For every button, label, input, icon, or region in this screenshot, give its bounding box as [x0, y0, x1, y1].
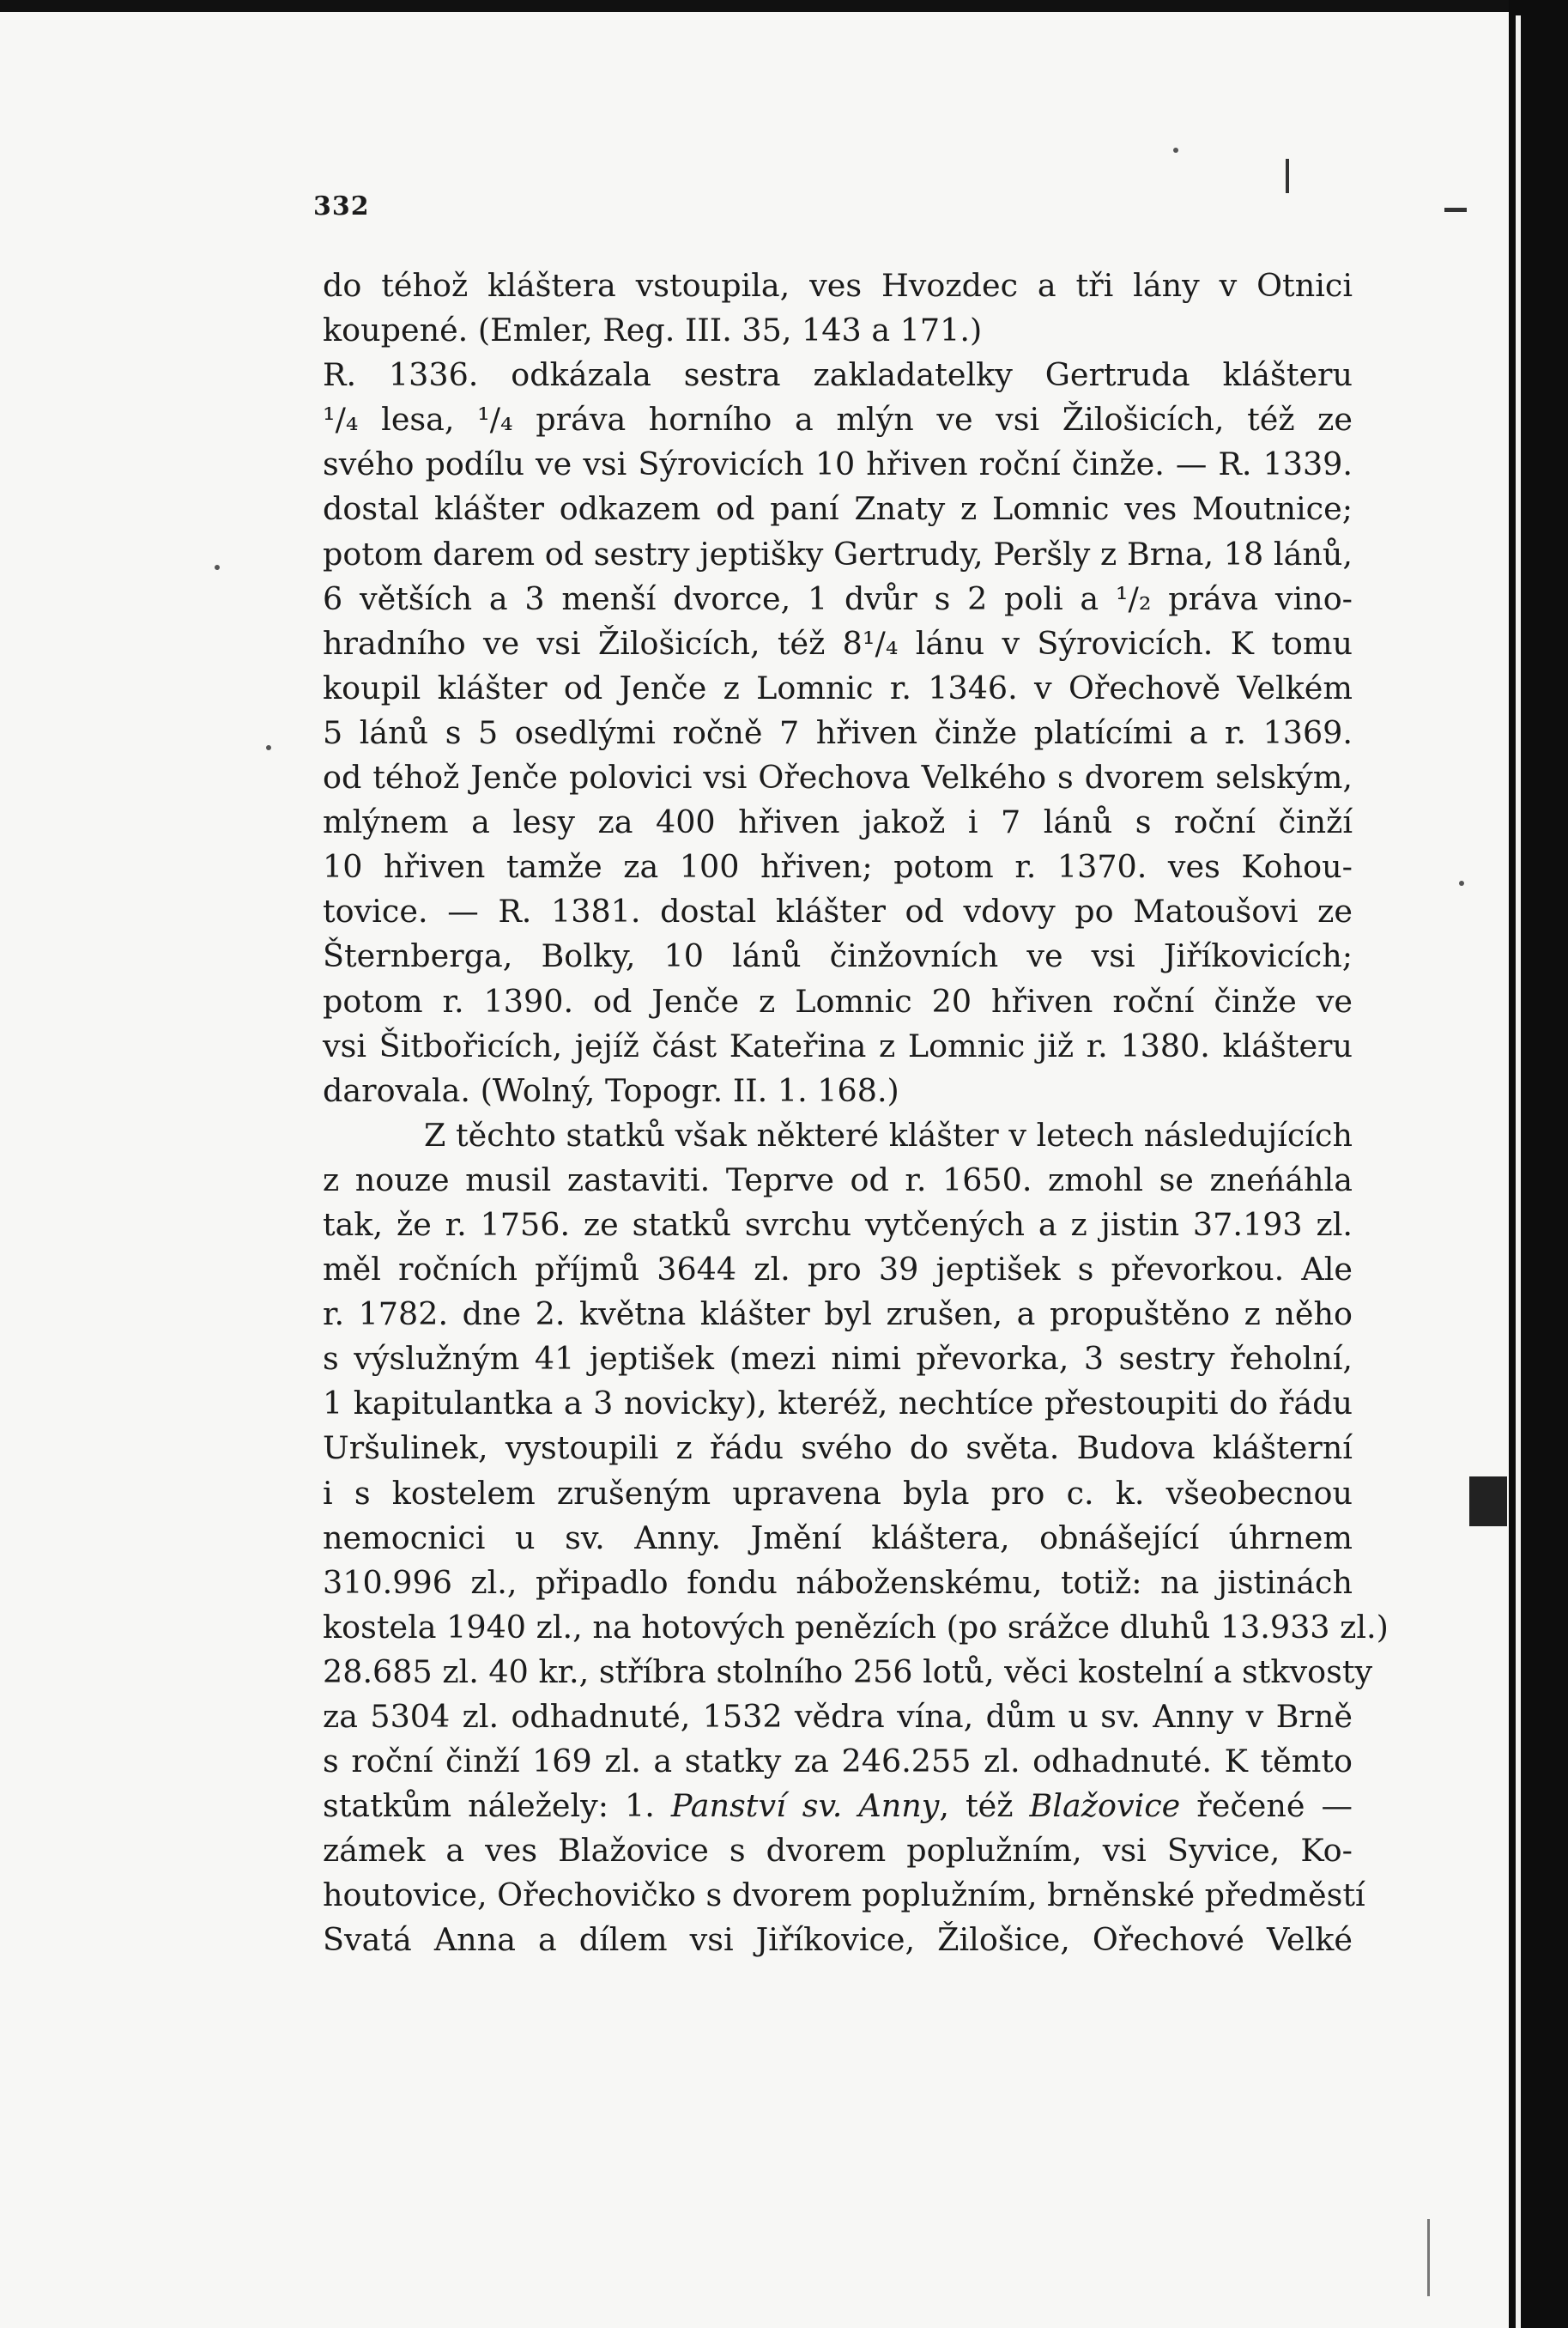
text-line: do téhož kláštera vstoupila, ves Hvozdec a tři lány v Otnici: [323, 267, 1353, 304]
text-line: i s kostelem zrušeným upravena byla pro c. k. všeobecnou: [323, 1474, 1353, 1512]
text-line: měl ročních příjmů 3644 zl. pro 39 jeptišek s převorkou. Ale: [323, 1251, 1353, 1288]
text-line: kostela 1940 zl., na hotových penězích (po srážce dluhů 13.933 zl.): [323, 1608, 1389, 1646]
scan-mark: [1469, 1476, 1507, 1526]
text-line: hradního ve vsi Žilošicích, též 8¹/₄ lánu v Sýrovicích. K tomu: [323, 624, 1353, 662]
scan-right-edge: [1509, 0, 1568, 2328]
text-line: nemocnici u sv. Anny. Jmění kláštera, obnášející úhrnem: [323, 1519, 1353, 1556]
text-line: koupené. (Emler, Reg. III. 35, 143 a 171.): [323, 312, 983, 349]
text-line: zámek a ves Blažovice s dvorem poplužním, vsi Syvice, Ko-: [323, 1832, 1353, 1870]
text-line: ¹/₄ lesa, ¹/₄ práva horního a mlýn ve vsi Žilošicích, též ze: [323, 401, 1353, 439]
text-line: s výslužným 41 jeptišek (mezi nimi převorka, 3 sestry řeholní,: [323, 1340, 1353, 1378]
text-line: 310.996 zl., připadlo fondu náboženskému, totiž: na jistinách: [323, 1563, 1353, 1601]
text-line-with-italics: [323, 1784, 1353, 1828]
scan-mark: [1427, 2219, 1430, 2296]
text-line: mlýnem a lesy za 400 hřiven jakož i 7 lánů s roční činží: [323, 803, 1353, 841]
text-line: r. 1782. dne 2. května klášter byl zrušen, a propuštěno z něho: [323, 1295, 1353, 1333]
text-run: řečené —: [1180, 1787, 1353, 1825]
body-text: [323, 264, 1389, 1963]
scan-speck: [1173, 148, 1178, 153]
text-line: 1 kapitulantka a 3 novicky), kteréž, nechtíce přestoupiti do řádu: [323, 1385, 1353, 1422]
text-line: potom r. 1390. od Jenče z Lomnic 20 hřiven roční činže ve: [323, 982, 1353, 1020]
text-line: 28.685 zl. 40 kr., stříbra stolního 256 lotů, věci kostelní a stkvosty: [323, 1652, 1373, 1690]
text-line: koupil klášter od Jenče z Lomnic r. 1346. v Ořechově Velkém: [323, 669, 1353, 706]
page-number: 332: [313, 191, 370, 221]
text-line: tovice. — R. 1381. dostal klášter od vdovy po Matoušovi ze: [323, 893, 1353, 931]
text-line: potom darem od sestry jeptišky Gertrudy, Peršly z Brna, 18 lánů,: [323, 535, 1353, 573]
text-line: Svatá Anna a dílem vsi Jiříkovice, Žilošice, Ořechové Velké: [323, 1921, 1353, 1959]
text-run: statkům náležely: 1.: [323, 1787, 671, 1825]
text-line: dostal klášter odkazem od paní Znaty z Lomnic ves Moutnice;: [323, 490, 1353, 528]
text-line: 10 hřiven tamže za 100 hřiven; potom r. 1370. ves Kohou-: [323, 848, 1353, 886]
text-line: houtovice, Ořechovičko s dvorem poplužním, brněnské předměstí: [323, 1876, 1365, 1914]
scan-speck: [215, 565, 220, 570]
scan-speck: [266, 745, 271, 750]
scan-speck: [1459, 881, 1464, 886]
text-line: vsi Šitbořicích, jejíž část Kateřina z Lomnic již r. 1380. klášteru: [323, 1027, 1353, 1064]
scan-mark: [1444, 208, 1467, 212]
text-line: Uršulinek, vystoupili z řádu svého do světa. Budova klášterní: [323, 1429, 1353, 1467]
scan-mark: [1286, 159, 1289, 193]
text-line: z nouze musil zastaviti. Teprve od r. 1650. zmohl se zneńáhla: [323, 1161, 1353, 1198]
text-line: svého podílu ve vsi Sýrovicích 10 hřiven roční činže. — R. 1339.: [323, 446, 1353, 483]
text-run: , též: [939, 1787, 1030, 1825]
text-line: Z těchto statků však některé klášter v letech následujících: [424, 1116, 1353, 1154]
text-line: Šternberga, Bolky, 10 lánů činžovních ve vsi Jiříkovicích;: [323, 937, 1353, 975]
scan-top-border: [0, 0, 1568, 12]
text-line: darovala. (Wolný, Topogr. II. 1. 168.): [323, 1071, 899, 1109]
text-line: od téhož Jenče polovici vsi Ořechova Velkého s dvorem selským,: [323, 759, 1353, 797]
italic-estate-name: Panství sv. Anny: [670, 1787, 940, 1825]
text-line: 5 lánů s 5 osedlými ročně 7 hřiven činže platícími a r. 1369.: [323, 713, 1353, 751]
italic-estate-name: Blažovice: [1029, 1787, 1181, 1825]
text-line: R. 1336. odkázala sestra zakladatelky Gertruda klášteru: [323, 356, 1353, 394]
text-line: s roční činží 169 zl. a statky za 246.255 zl. odhadnuté. K těmto: [323, 1743, 1353, 1780]
text-line: 6 větších a 3 menší dvorce, 1 dvůr s 2 poli a ¹/₂ práva vino-: [323, 579, 1353, 617]
text-line: za 5304 zl. odhadnuté, 1532 vědra vína, dům u sv. Anny v Brně: [323, 1698, 1353, 1735]
text-line: tak, že r. 1756. ze statků svrchu vytčených a z jistin 37.193 zl.: [323, 1205, 1353, 1243]
